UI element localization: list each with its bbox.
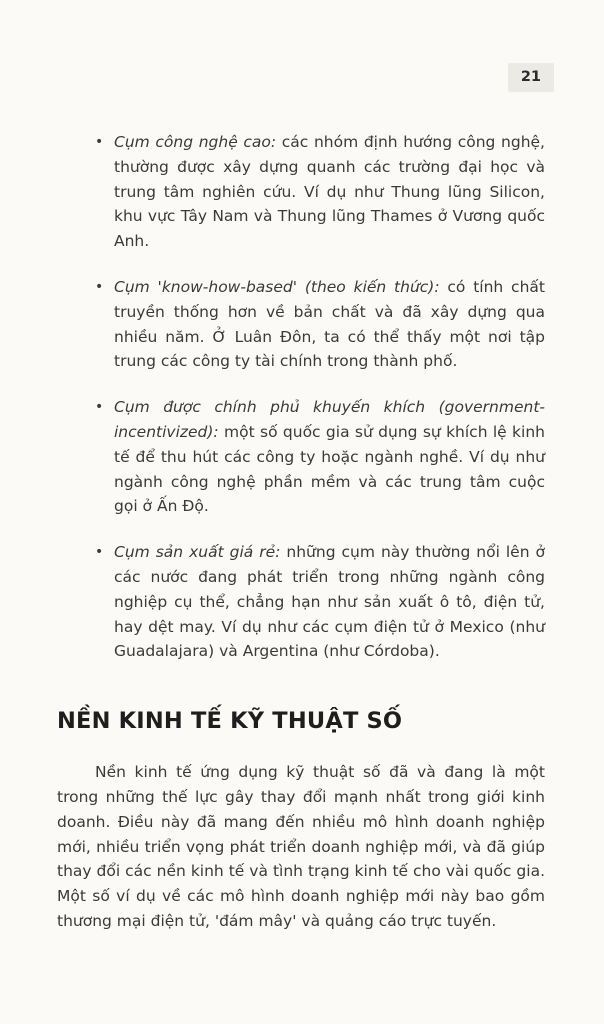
bullet-text — [114, 275, 545, 374]
bullet-rest: những cụm này thường nổi lên ở các nước đang phát triển trong những ngành công nghiệp cụ thể, chẳng hạn như sản xuất ô tô, điện tử, hay dệt may. Ví dụ như các cụm điện tử ở Mexico (như Guadalajara) và Argentina (như Córdoba). — [114, 543, 545, 661]
list-item — [95, 540, 545, 664]
bullet-text — [114, 130, 545, 254]
bullet-text — [114, 540, 545, 664]
bullet-icon: • — [95, 134, 104, 150]
section-heading: NỀN KINH TẾ KỸ THUẬT SỐ — [57, 708, 403, 735]
bullet-icon: • — [95, 544, 104, 561]
bullet-icon: • — [95, 399, 104, 416]
list-item — [95, 130, 545, 254]
bullet-lead: Cụm sản xuất giá rẻ: — [114, 543, 281, 562]
bullet-rest: các nhóm định hướng công nghệ, thường được xây dựng quanh các trường đại học và trung tâm nghiên cứu. Ví dụ như Thung lũng Silicon, khu vực Tây Nam và Thung lũng Thames ở Vương quốc Anh. — [114, 133, 545, 251]
list-item — [95, 275, 545, 374]
bullet-list — [95, 130, 545, 664]
bullet-rest: có tính chất truyền thống hơn về bản chất và đã xây dựng qua nhiều năm. Ở Luân Đôn, ta có thể thấy một nơi tập trung các công ty tài chính trong thành phố. — [114, 277, 545, 371]
bullet-icon: • — [95, 278, 104, 295]
bullet-text — [114, 395, 545, 519]
body-paragraph: Nền kinh tế ứng dụng kỹ thuật số đã và đang là một trong những thế lực gây thay đổi mạnh nhất trong giới kinh doanh. Điều này đã mang đến nhiều mô hình doanh nghiệp mới, nhiều triển vọng phát triển doanh nghiệp mới, và đã giúp thay đổi các nền kinh tế và tình trạng kinh tế cho vài quốc gia. Một số ví dụ về các mô hình doanh nghiệp mới này bao gồm thương mại điện tử, 'đám mây' và quảng cáo trực tuyến. — [57, 763, 545, 930]
bullet-lead: Cụm 'know-how-based' (theo kiến thức): — [114, 277, 440, 296]
bullet-lead: Cụm công nghệ cao: — [114, 133, 277, 151]
bullet-lead: Cụm được chính phủ khuyến khích (government-incentivized): — [114, 398, 545, 441]
bullet-rest: một số quốc gia sử dụng sự khích lệ kinh tế để thu hút các công ty hoặc ngành nghề. Ví dụ như ngành công nghệ phần mềm và các trung tâm cuộc gọi ở Ấn Độ. — [114, 422, 545, 516]
page-number: 21 — [508, 63, 554, 92]
list-item — [95, 395, 545, 519]
